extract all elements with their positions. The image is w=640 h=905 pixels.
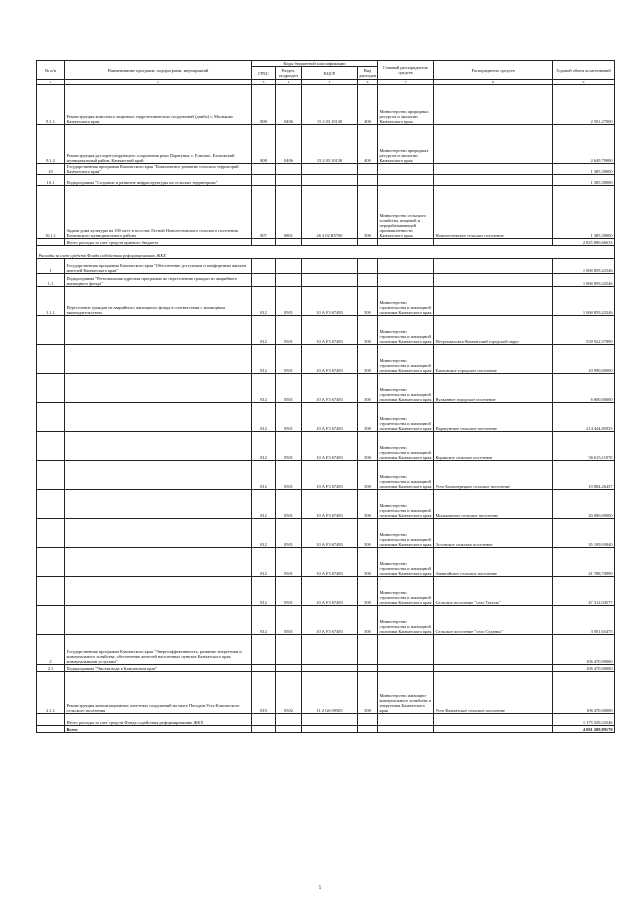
vr-cell: 500: [358, 345, 378, 374]
name-cell: [65, 519, 252, 548]
grbs-cell: 812: [252, 374, 276, 403]
vr-cell: 500: [358, 374, 378, 403]
main-manager-cell: Министерство строительства и жилищной политики Камчатского края: [378, 548, 434, 577]
razdel-cell: 0406: [276, 85, 302, 125]
manager-cell: [434, 175, 553, 186]
table-row: [37, 186, 615, 239]
name-cell: [65, 403, 252, 432]
header-grbs: ГРБС: [252, 67, 276, 80]
main-manager-cell: [378, 259, 434, 274]
kcsr-cell: [302, 239, 358, 246]
column-number: 3: [252, 80, 276, 85]
razdel-cell: [276, 175, 302, 186]
main-manager-cell: Министерство строительства и жилищной политики Камчатского края: [378, 345, 434, 374]
manager-cell: Усть-Камчатское сельское поселение: [434, 672, 553, 714]
name-cell: Государственная программа Камчатского края "Обеспечение доступным и комфортным жильем жителей Камчатского края": [65, 259, 252, 274]
kcsr-cell: 15 2 03 10130: [302, 125, 358, 164]
table-row: [37, 726, 615, 733]
main-manager-cell: [378, 714, 434, 726]
kcsr-cell: 10 А F3 67483: [302, 461, 358, 490]
amount-cell: 20 000,00000: [553, 490, 615, 519]
kcsr-cell: 10 А F3 67483: [302, 548, 358, 577]
name-cell: Реконструкция руслорегулирующего сооружения реки Паратунка, г. Елизово, Елизовский муниципальный район, Камчатский край: [65, 125, 252, 164]
num-cell: [37, 714, 65, 726]
kcsr-cell: 10 А F3 67483: [302, 577, 358, 606]
kcsr-cell: [302, 274, 358, 287]
manager-cell: [434, 635, 553, 665]
table-row: [37, 635, 615, 665]
razdel-cell: [276, 274, 302, 287]
razdel-cell: 0501: [276, 577, 302, 606]
main-manager-cell: Министерство строительства и жилищной политики Камчатского края: [378, 490, 434, 519]
manager-cell: [434, 665, 553, 672]
num-cell: 10.1: [37, 175, 65, 186]
vr-cell: [358, 714, 378, 726]
manager-cell: Паратунское сельское поселение: [434, 403, 553, 432]
kcsr-cell: [302, 665, 358, 672]
manager-cell: Анавгайское сельское поселение: [434, 548, 553, 577]
razdel-cell: [276, 726, 302, 733]
main-manager-cell: Министерство сельского хозяйства, пищевой и перерабатывающей промышленности Камчатского края: [378, 186, 434, 239]
vr-cell: 500: [358, 548, 378, 577]
grbs-cell: [252, 164, 276, 175]
manager-cell: [434, 274, 553, 287]
name-cell: Реконструкция канализационных очистных сооружений на мысе Погодин Усть-Камчатского сельского поселения: [65, 672, 252, 714]
budget-table: [36, 60, 615, 733]
main-manager-cell: Министерство природных ресурсов и экологии Камчатского края: [378, 125, 434, 164]
table-row: [37, 164, 615, 175]
amount-cell: 10 090,00000: [553, 345, 615, 374]
name-cell: [65, 548, 252, 577]
razdel-cell: [276, 665, 302, 672]
table-row: [37, 175, 615, 186]
manager-cell: Корякское сельское поселение: [434, 432, 553, 461]
grbs-cell: 807: [252, 186, 276, 239]
razdel-cell: 0501: [276, 287, 302, 316]
table-row: [37, 274, 615, 287]
table-row: [37, 125, 615, 164]
header-codes-group: Коды бюджетной классификации: [252, 61, 378, 67]
main-manager-cell: Министерство строительства и жилищной политики Камчатского края: [378, 432, 434, 461]
table-row: [37, 672, 615, 714]
kcsr-cell: [302, 726, 358, 733]
vr-cell: 500: [358, 287, 378, 316]
table-row: [37, 490, 615, 519]
vr-cell: 400: [358, 85, 378, 125]
section-title: Расходы за счет средств Фонда содействия реформированию ЖКХ: [37, 246, 615, 259]
table-row: [37, 246, 615, 259]
manager-cell: Сельское поселение "село Седанка": [434, 606, 553, 635]
razdel-cell: 0501: [276, 490, 302, 519]
name-cell: Переселение граждан из аварийного жилищного фонда в соответствии с жилищным законодательством: [65, 287, 252, 316]
kcsr-cell: [302, 714, 358, 726]
table-row: [37, 432, 615, 461]
kcsr-cell: [302, 175, 358, 186]
main-manager-cell: Министерство строительства и жилищной политики Камчатского края: [378, 577, 434, 606]
main-manager-cell: Министерство строительства и жилищной политики Камчатского края: [378, 403, 434, 432]
grbs-cell: [252, 175, 276, 186]
table-row: [37, 374, 615, 403]
kcsr-cell: 10 А F3 67483: [302, 345, 358, 374]
amount-cell: 2 825 880,66633: [553, 239, 615, 246]
razdel-cell: [276, 714, 302, 726]
name-cell: [65, 606, 252, 635]
kcsr-cell: 10 А F3 67483: [302, 403, 358, 432]
num-cell: 1.1: [37, 274, 65, 287]
amount-cell: 106 470,00000: [553, 635, 615, 665]
num-cell: [37, 548, 65, 577]
vr-cell: 500: [358, 577, 378, 606]
grbs-cell: 812: [252, 316, 276, 345]
amount-cell: 1 385,58000: [553, 186, 615, 239]
table-body: [37, 85, 615, 733]
manager-cell: Усть-Большерецкое сельское поселение: [434, 461, 553, 490]
kcsr-cell: 11 2 G6 09505: [302, 672, 358, 714]
grbs-cell: 812: [252, 403, 276, 432]
header-amount: Годовой объем ассигнований: [553, 61, 615, 80]
name-cell: [65, 577, 252, 606]
amount-cell: 214 444,85935: [553, 403, 615, 432]
table-row: [37, 316, 615, 345]
num-cell: 10: [37, 164, 65, 175]
num-cell: [37, 519, 65, 548]
table-row: [37, 606, 615, 635]
razdel-cell: [276, 259, 302, 274]
razdel-cell: 0501: [276, 606, 302, 635]
name-cell: [65, 345, 252, 374]
num-cell: 2.1: [37, 665, 65, 672]
table-row: [37, 714, 615, 726]
manager-cell: Новолесновское сельское поселение: [434, 186, 553, 239]
amount-cell: 1 068 859,22546: [553, 287, 615, 316]
vr-cell: 500: [358, 432, 378, 461]
kcsr-cell: [302, 164, 358, 175]
header-vr: Вид расходов: [359, 68, 377, 79]
table-row: [37, 287, 615, 316]
manager-cell: [434, 164, 553, 175]
table-row: [37, 461, 615, 490]
grbs-cell: 812: [252, 432, 276, 461]
amount-cell: 2 501,27000: [553, 85, 615, 125]
header-main-manager: Главный распорядитель средств: [378, 61, 434, 80]
razdel-cell: 0801: [276, 186, 302, 239]
num-cell: [37, 374, 65, 403]
kcsr-cell: 10 А F3 67483: [302, 606, 358, 635]
razdel-cell: 0406: [276, 125, 302, 164]
num-cell: [37, 461, 65, 490]
grbs-cell: 812: [252, 577, 276, 606]
table-row: [37, 259, 615, 274]
vr-cell: 500: [358, 316, 378, 345]
manager-cell: Вулканное городское поселение: [434, 374, 553, 403]
name-cell: Подпрограмма "Чистая вода в Камчатском крае": [65, 665, 252, 672]
main-manager-cell: Министерство строительства и жилищной политики Камчатского края: [378, 374, 434, 403]
num-cell: 2.1.1: [37, 672, 65, 714]
amount-cell: 56 615,11070: [553, 432, 615, 461]
name-cell: Государственная программа Камчатского края "Комплексное развитие сельских территорий Камчатского края": [65, 164, 252, 175]
kcsr-cell: 10 А F3 67483: [302, 374, 358, 403]
vr-cell: 500: [358, 606, 378, 635]
manager-cell: Мильковское сельское поселение: [434, 490, 553, 519]
grbs-cell: [252, 714, 276, 726]
vr-cell: 500: [358, 672, 378, 714]
main-manager-cell: [378, 239, 434, 246]
header-name: Наименование программ, подпрограмм, мероприятий: [65, 61, 252, 80]
table-row: [37, 577, 615, 606]
manager-cell: Сельское поселение "село Тигиль": [434, 577, 553, 606]
manager-cell: [434, 259, 553, 274]
page-number: 5: [318, 886, 322, 891]
table-row: [37, 665, 615, 672]
manager-cell: [434, 726, 553, 733]
razdel-cell: 0501: [276, 519, 302, 548]
table-row: [37, 548, 615, 577]
manager-cell: Петропавловск-Камчатский городской округ: [434, 316, 553, 345]
razdel-cell: 0501: [276, 548, 302, 577]
main-manager-cell: Министерство природных ресурсов и экологии Камчатского края: [378, 85, 434, 125]
kcsr-cell: 10 А F3 67483: [302, 432, 358, 461]
num-cell: 1.1.1: [37, 287, 65, 316]
grbs-cell: 812: [252, 287, 276, 316]
num-cell: [37, 490, 65, 519]
manager-cell: [434, 125, 553, 164]
main-manager-cell: [378, 726, 434, 733]
column-number: 2: [65, 80, 252, 85]
razdel-cell: 0501: [276, 316, 302, 345]
manager-cell: [434, 714, 553, 726]
vr-cell: [358, 164, 378, 175]
amount-cell: 47 312,04577: [553, 577, 615, 606]
vr-cell: 500: [358, 403, 378, 432]
num-cell: 9.1.2: [37, 125, 65, 164]
name-cell: [65, 316, 252, 345]
amount-cell: 1 175 329,22546: [553, 714, 615, 726]
name-cell: [65, 490, 252, 519]
name-cell: Реконструкция комплекса защитных гидротехнических сооружений (дамба) с. Мильково Камчатского края: [65, 85, 252, 125]
vr-cell: 500: [358, 461, 378, 490]
num-cell: [37, 432, 65, 461]
vr-cell: [358, 665, 378, 672]
column-number: 1: [37, 80, 65, 85]
razdel-cell: [276, 164, 302, 175]
column-number: 6: [358, 80, 378, 85]
main-manager-cell: Министерство жилищно-коммунального хозяйства и энергетики Камчатского края: [378, 672, 434, 714]
num-cell: 10.1.1: [37, 186, 65, 239]
num-cell: [37, 726, 65, 733]
main-manager-cell: [378, 164, 434, 175]
amount-cell: 41 788,70990: [553, 548, 615, 577]
vr-cell: [358, 726, 378, 733]
num-cell: 2: [37, 635, 65, 665]
name-cell: [65, 374, 252, 403]
razdel-cell: 0501: [276, 345, 302, 374]
num-cell: [37, 316, 65, 345]
amount-cell: 1 385,58000: [553, 164, 615, 175]
amount-cell: 106 470,00000: [553, 665, 615, 672]
vr-cell: [358, 635, 378, 665]
main-manager-cell: [378, 175, 434, 186]
name-cell: Задачи дома культуры на 100 мест в поселке Лесной Новолесновского сельского поселения Елизовского муниципального района: [65, 186, 252, 239]
amount-cell: 4 001 209,89179: [553, 726, 615, 733]
kcsr-cell: 10 А F3 67483: [302, 287, 358, 316]
kcsr-cell: 15 2 03 10130: [302, 85, 358, 125]
total-label: Всего: [65, 726, 252, 733]
num-cell: 9.1.1: [37, 85, 65, 125]
column-number: 8: [434, 80, 553, 85]
main-manager-cell: Министерство строительства и жилищной политики Камчатского края: [378, 519, 434, 548]
amount-cell: 106 470,00000: [553, 672, 615, 714]
num-cell: [37, 577, 65, 606]
amount-cell: 10 884,26457: [553, 461, 615, 490]
header-manager: Распорядитель средств: [434, 61, 553, 80]
vr-cell: 500: [358, 519, 378, 548]
header-razdel: Раздел, подраздел: [276, 67, 302, 80]
kcsr-cell: 10 А F3 67483: [302, 519, 358, 548]
vr-cell: [358, 239, 378, 246]
razdel-cell: 0501: [276, 403, 302, 432]
amount-cell: 35 109,93040: [553, 519, 615, 548]
razdel-cell: [276, 635, 302, 665]
razdel-cell: 0501: [276, 432, 302, 461]
amount-cell: 1 068 859,22546: [553, 274, 615, 287]
name-cell: Государственная программа Камчатского края "Энергоэффективность, развитие энергетики и коммунального хозяйства, обеспечение жителей населенных пунктов Камчатского края коммунальными услугами": [65, 635, 252, 665]
main-manager-cell: Министерство строительства и жилищной политики Камчатского края: [378, 461, 434, 490]
column-number: 7: [378, 80, 434, 85]
manager-cell: [434, 85, 553, 125]
grbs-cell: 808: [252, 85, 276, 125]
column-number: 5: [302, 80, 358, 85]
grbs-cell: 810: [252, 672, 276, 714]
grbs-cell: [252, 665, 276, 672]
name-cell: Подпрограмма "Создание и развитие инфраструктуры на сельских территориях": [65, 175, 252, 186]
main-manager-cell: Министерство строительства и жилищной политики Камчатского края: [378, 606, 434, 635]
kcsr-cell: [302, 635, 358, 665]
manager-cell: [434, 287, 553, 316]
grbs-cell: 812: [252, 490, 276, 519]
razdel-cell: 0502: [276, 672, 302, 714]
table-row: [37, 403, 615, 432]
amount-cell: 3 501,63475: [553, 606, 615, 635]
main-manager-cell: Министерство строительства и жилищной политики Камчатского края: [378, 287, 434, 316]
name-cell: Итого расходы за счет средств Фонда содействия реформированию ЖКХ: [65, 714, 252, 726]
grbs-cell: 812: [252, 345, 276, 374]
kcsr-cell: 26 3 02 R5760: [302, 186, 358, 239]
column-number: 4: [276, 80, 302, 85]
main-manager-cell: [378, 665, 434, 672]
kcsr-cell: 10 А F3 67483: [302, 316, 358, 345]
grbs-cell: [252, 239, 276, 246]
grbs-cell: [252, 259, 276, 274]
manager-cell: [434, 239, 553, 246]
kcsr-cell: [302, 259, 358, 274]
amount-cell: 1 385,58000: [553, 175, 615, 186]
num-cell: [37, 606, 65, 635]
table-row: [37, 239, 615, 246]
razdel-cell: 0501: [276, 374, 302, 403]
manager-cell: Елизовское городское поселение: [434, 345, 553, 374]
grbs-cell: 812: [252, 461, 276, 490]
razdel-cell: 0501: [276, 461, 302, 490]
name-cell: [65, 432, 252, 461]
grbs-cell: [252, 726, 276, 733]
vr-cell: [358, 274, 378, 287]
num-cell: 1: [37, 259, 65, 274]
grbs-cell: 812: [252, 606, 276, 635]
grbs-cell: 812: [252, 548, 276, 577]
amount-cell: 530 922,57890: [553, 316, 615, 345]
num-cell: [37, 239, 65, 246]
grbs-cell: [252, 274, 276, 287]
header-num: № п/п: [37, 61, 65, 80]
manager-cell: Эссовское сельское поселение: [434, 519, 553, 548]
vr-cell: 400: [358, 125, 378, 164]
main-manager-cell: Министерство строительства и жилищной политики Камчатского края: [378, 316, 434, 345]
vr-cell: [358, 259, 378, 274]
grbs-cell: 808: [252, 125, 276, 164]
vr-cell: 500: [358, 186, 378, 239]
num-cell: [37, 403, 65, 432]
main-manager-cell: [378, 635, 434, 665]
kcsr-cell: 10 А F3 67483: [302, 490, 358, 519]
amount-cell: 1 068 859,22546: [553, 259, 615, 274]
table-row: [37, 85, 615, 125]
amount-cell: 2 649,79000: [553, 125, 615, 164]
header-kcsr: КЦСР: [302, 67, 358, 80]
num-cell: [37, 345, 65, 374]
vr-cell: [358, 175, 378, 186]
amount-cell: 6 000,00000: [553, 374, 615, 403]
table-row: [37, 519, 615, 548]
grbs-cell: 812: [252, 519, 276, 548]
table-row: [37, 345, 615, 374]
razdel-cell: [276, 239, 302, 246]
main-manager-cell: [378, 274, 434, 287]
name-cell: [65, 461, 252, 490]
column-number: 9: [553, 80, 615, 85]
name-cell: Подпрограмма "Региональная адресная программа по переселению граждан из аварийного жилищного фонда": [65, 274, 252, 287]
grbs-cell: [252, 635, 276, 665]
name-cell: Итого расходы за счет средств краевого бюджета: [65, 239, 252, 246]
vr-cell: 500: [358, 490, 378, 519]
